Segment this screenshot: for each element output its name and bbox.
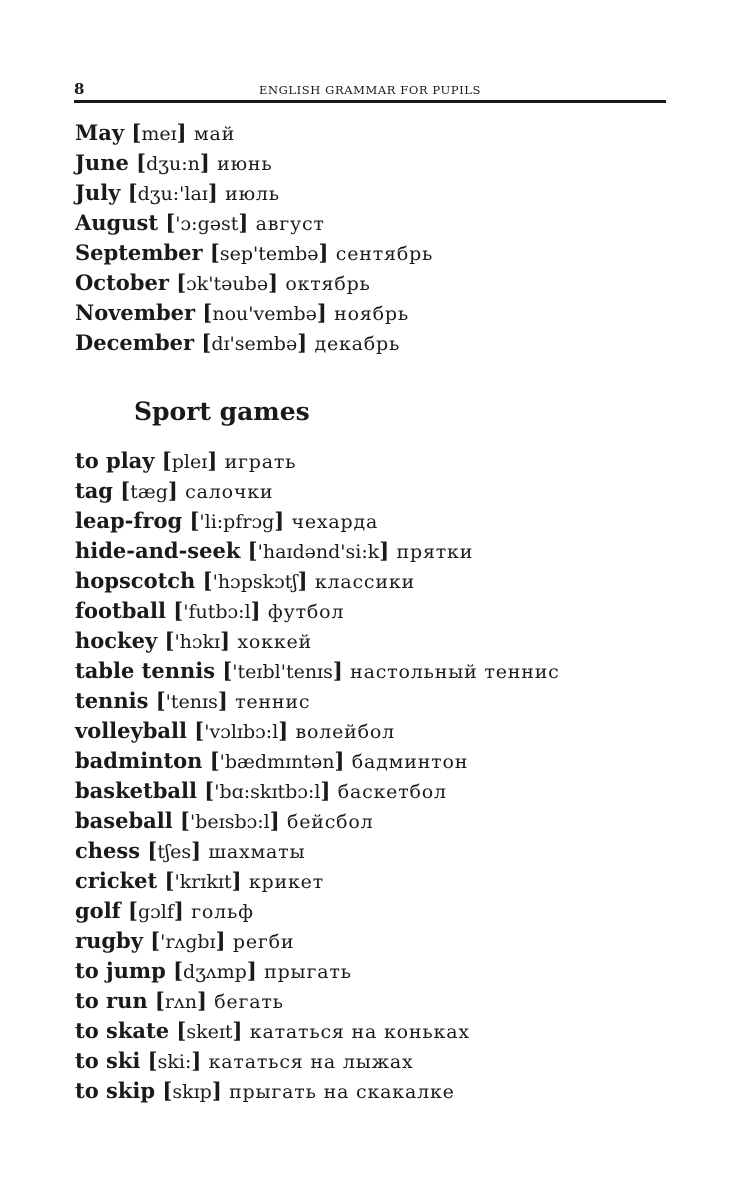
entry-transcription: dʒu:'laɪ: [137, 183, 208, 205]
entry-transcription: 'futbɔ:l: [183, 601, 251, 623]
vocabulary-entry: December [dɪ'sembə] декабрь: [75, 330, 401, 355]
entry-word: September: [75, 240, 203, 265]
entry-transcription: 'teɪbl'tenɪs: [232, 661, 333, 683]
vocabulary-entry: to ski [ski:] кататься на лыжах: [75, 1048, 414, 1073]
entry-word: May: [75, 120, 125, 145]
entry-translation: прыгать на скакалке: [229, 1081, 455, 1103]
section-heading-sport-games: Sport games: [134, 397, 310, 426]
vocabulary-entry: volleyball ['vɔlɪbɔ:l] волейбол: [75, 718, 395, 743]
entry-word: to skip: [75, 1078, 156, 1103]
entry-transcription: 'bædmɪntən: [219, 751, 335, 773]
vocabulary-entry: to run [rʌn] бегать: [75, 988, 284, 1013]
vocabulary-entry: to jump [dʒʌmp] прыгать: [75, 958, 352, 983]
entry-translation: декабрь: [314, 333, 401, 355]
entry-transcription: gɔlf: [137, 901, 174, 923]
entry-translation: теннис: [235, 691, 311, 713]
entry-transcription: tæg: [130, 481, 168, 503]
entry-transcription: 'haɪdənd'si:k: [257, 541, 380, 563]
entry-word: July: [75, 180, 121, 205]
entry-translation: шахматы: [208, 841, 306, 863]
vocabulary-entry: table tennis ['teɪbl'tenɪs] настольный теннис: [75, 658, 560, 683]
entry-word: leap-frog: [75, 508, 183, 533]
entry-word: table tennis: [75, 658, 216, 683]
vocabulary-entry: leap-frog ['li:pfrɔg] чехарда: [75, 508, 379, 533]
entry-transcription: 'rʌgbɪ: [160, 931, 216, 953]
entry-transcription: 'bɑ:skɪtbɔ:l: [214, 781, 321, 803]
entry-translation: классики: [314, 571, 415, 593]
entry-translation: салочки: [185, 481, 274, 503]
entry-translation: играть: [224, 451, 297, 473]
entry-word: hide-and-seek: [75, 538, 241, 563]
entry-word: football: [75, 598, 166, 623]
entry-translation: баскетбол: [337, 781, 447, 803]
entry-translation: хоккей: [237, 631, 313, 653]
vocabulary-entry: June [dʒu:n] июнь: [75, 150, 273, 175]
entry-word: badminton: [75, 748, 203, 773]
vocabulary-entry: badminton ['bædmɪntən] бадминтон: [75, 748, 469, 773]
vocabulary-entry: hopscotch ['hɔpskɔtʃ] классики: [75, 568, 415, 593]
vocabulary-entry: chess [tʃes] шахматы: [75, 838, 306, 863]
vocabulary-entry: cricket ['krɪkɪt] крикет: [75, 868, 324, 893]
entry-translation: гольф: [191, 901, 254, 923]
entry-word: November: [75, 300, 196, 325]
vocabulary-entry: July [dʒu:'laɪ] июль: [75, 180, 280, 205]
entry-transcription: ɔk'təubə: [186, 273, 269, 295]
vocabulary-entry: tag [tæg] салочки: [75, 478, 274, 503]
vocabulary-entry: hockey ['hɔkɪ] хоккей: [75, 628, 313, 653]
entry-word: to run: [75, 988, 148, 1013]
vocabulary-entry: November [nou'vembə] ноябрь: [75, 300, 409, 325]
entry-word: baseball: [75, 808, 173, 833]
vocabulary-entry: football ['futbɔ:l] футбол: [75, 598, 345, 623]
vocabulary-entry: September [sep'tembə] сентябрь: [75, 240, 434, 265]
entry-transcription: pleɪ: [171, 451, 208, 473]
entry-translation: ноябрь: [334, 303, 409, 325]
vocabulary-entry: to play [pleɪ] играть: [75, 448, 297, 473]
entry-translation: настольный теннис: [350, 661, 560, 683]
entry-transcription: dɪ'sembə: [211, 333, 298, 355]
sport-games-vocabulary-list: [75, 446, 560, 1106]
entry-translation: крикет: [248, 871, 324, 893]
entry-translation: волейбол: [295, 721, 395, 743]
entry-transcription: tʃes: [157, 841, 192, 863]
entry-transcription: nou'vembə: [212, 303, 317, 325]
entry-word: to jump: [75, 958, 166, 983]
page-header: [74, 78, 666, 103]
entry-transcription: 'hɔpskɔtʃ: [212, 571, 298, 593]
vocabulary-entry: to skate [skeɪt] кататься на коньках: [75, 1018, 470, 1043]
vocabulary-entry: August ['ɔ:gəst] август: [75, 210, 325, 235]
entry-word: August: [75, 210, 159, 235]
entry-transcription: ski:: [157, 1051, 192, 1073]
entry-transcription: 'tenɪs: [165, 691, 218, 713]
entry-translation: кататься на лыжах: [208, 1051, 414, 1073]
entry-word: hopscotch: [75, 568, 196, 593]
months-vocabulary-list: [75, 118, 433, 358]
entry-translation: август: [255, 213, 325, 235]
entry-transcription: sep'tembə: [219, 243, 319, 265]
entry-transcription: 'hɔkɪ: [174, 631, 221, 653]
entry-word: tag: [75, 478, 113, 503]
entry-transcription: skɪp: [172, 1081, 212, 1103]
entry-transcription: skeɪt: [186, 1021, 233, 1043]
entry-translation: прыгать: [264, 961, 352, 983]
entry-word: October: [75, 270, 169, 295]
entry-word: to skate: [75, 1018, 170, 1043]
entry-transcription: 'ɔ:gəst: [175, 213, 239, 235]
entry-word: hockey: [75, 628, 158, 653]
running-title: ENGLISH GRAMMAR FOR PUPILS: [258, 83, 482, 97]
page-number: 8: [74, 80, 85, 98]
vocabulary-entry: rugby ['rʌgbɪ] регби: [75, 928, 295, 953]
entry-translation: июль: [225, 183, 280, 205]
entry-transcription: 'vɔlɪbɔ:l: [204, 721, 279, 743]
entry-transcription: dʒu:n: [146, 153, 200, 175]
vocabulary-entry: basketball ['bɑ:skɪtbɔ:l] баскетбол: [75, 778, 447, 803]
entry-word: to play: [75, 448, 155, 473]
entry-word: chess: [75, 838, 141, 863]
entry-word: rugby: [75, 928, 143, 953]
entry-translation: прятки: [396, 541, 474, 563]
entry-word: tennis: [75, 688, 149, 713]
vocabulary-entry: to skip [skɪp] прыгать на скакалке: [75, 1078, 455, 1103]
entry-translation: футбол: [267, 601, 345, 623]
entry-translation: июнь: [217, 153, 273, 175]
vocabulary-entry: golf [gɔlf] гольф: [75, 898, 254, 923]
vocabulary-entry: hide-and-seek ['haɪdənd'si:k] прятки: [75, 538, 474, 563]
entry-translation: чехарда: [291, 511, 379, 533]
entry-transcription: meɪ: [141, 123, 177, 145]
entry-word: to ski: [75, 1048, 141, 1073]
entry-word: basketball: [75, 778, 197, 803]
entry-word: cricket: [75, 868, 158, 893]
vocabulary-entry: October [ɔk'təubə] октябрь: [75, 270, 371, 295]
entry-transcription: 'beɪsbɔ:l: [189, 811, 270, 833]
entry-translation: октябрь: [285, 273, 371, 295]
entry-transcription: 'krɪkɪt: [174, 871, 232, 893]
vocabulary-entry: May [meɪ] май: [75, 120, 236, 145]
entry-transcription: rʌn: [164, 991, 197, 1013]
entry-transcription: 'li:pfrɔg: [199, 511, 275, 533]
entry-word: golf: [75, 898, 121, 923]
entry-word: June: [75, 150, 129, 175]
entry-translation: кататься на коньках: [249, 1021, 470, 1043]
entry-translation: сентябрь: [335, 243, 434, 265]
entry-word: December: [75, 330, 195, 355]
entry-translation: регби: [232, 931, 295, 953]
entry-transcription: dʒʌmp: [183, 961, 247, 983]
entry-translation: бадминтон: [351, 751, 469, 773]
entry-translation: бегать: [214, 991, 284, 1013]
entry-word: volleyball: [75, 718, 187, 743]
vocabulary-entry: tennis ['tenɪs] теннис: [75, 688, 311, 713]
entry-translation: бейсбол: [286, 811, 374, 833]
entry-translation: май: [193, 123, 236, 145]
vocabulary-entry: baseball ['beɪsbɔ:l] бейсбол: [75, 808, 374, 833]
